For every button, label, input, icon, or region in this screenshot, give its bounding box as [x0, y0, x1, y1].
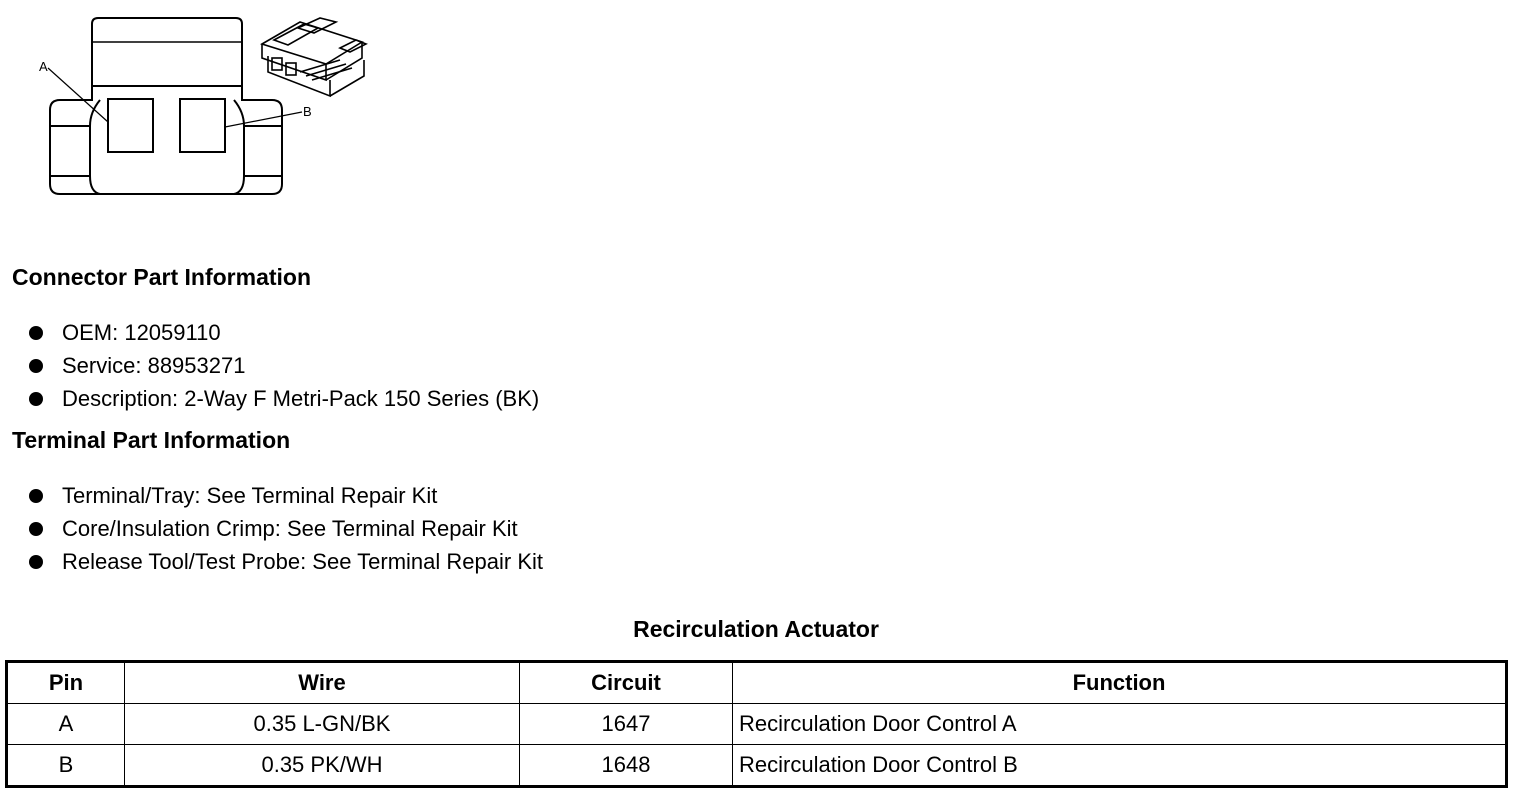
- connector-diagram: [0, 0, 400, 210]
- connector-top-housing: [92, 18, 242, 86]
- connector-body: [50, 86, 282, 194]
- connector-part-info-heading: Connector Part Information: [12, 264, 312, 290]
- cavity-a: [108, 99, 153, 152]
- list-item: [28, 479, 543, 512]
- bullet-icon: [29, 489, 43, 503]
- list-item-text: Release Tool/Test Probe: See Terminal Repair Kit: [62, 549, 543, 574]
- column-header-function: Function: [733, 662, 1507, 704]
- list-item-text: Core/Insulation Crimp: See Terminal Repair Kit: [62, 516, 518, 541]
- connector-left-tab: [50, 126, 90, 176]
- column-header-circuit: Circuit: [520, 662, 733, 704]
- pinout-table: [5, 660, 1508, 788]
- connector-right-tab: [244, 126, 282, 176]
- cell-wire: 0.35 L-GN/BK: [125, 704, 520, 745]
- cavity-b: [180, 99, 225, 152]
- table-row: [7, 745, 1507, 787]
- list-item-text: OEM: 12059110: [62, 320, 221, 345]
- list-item-text: Service: 88953271: [62, 353, 246, 378]
- connector-isometric-thumbnail: [262, 18, 366, 96]
- column-header-pin: Pin: [7, 662, 125, 704]
- pin-b-callout: B: [303, 104, 312, 119]
- bullet-icon: [29, 555, 43, 569]
- cell-pin: A: [7, 704, 125, 745]
- terminal-part-info-heading: Terminal Part Information: [12, 427, 291, 453]
- column-header-wire: Wire: [125, 662, 520, 704]
- terminal-part-info-list: [28, 479, 543, 578]
- bullet-icon: [29, 522, 43, 536]
- list-item-text: Terminal/Tray: See Terminal Repair Kit: [62, 483, 438, 508]
- table-title: Recirculation Actuator: [633, 616, 879, 642]
- list-item: [28, 349, 539, 382]
- pin-a-callout: A: [39, 59, 48, 74]
- leader-line-b: [225, 112, 302, 127]
- list-item: [28, 316, 539, 349]
- list-item: [28, 382, 539, 415]
- cell-wire: 0.35 PK/WH: [125, 745, 520, 787]
- list-item-text: Description: 2-Way F Metri-Pack 150 Series (BK): [62, 386, 540, 411]
- bullet-icon: [29, 326, 43, 340]
- list-item: [28, 512, 543, 545]
- cell-circuit: 1648: [520, 745, 733, 787]
- bullet-icon: [29, 359, 43, 373]
- cell-function: Recirculation Door Control A: [733, 704, 1507, 745]
- table-row: [7, 704, 1507, 745]
- list-item: [28, 545, 543, 578]
- cell-function: Recirculation Door Control B: [733, 745, 1507, 787]
- connector-part-info-list: [28, 316, 539, 415]
- leader-line-a: [48, 68, 108, 122]
- bullet-icon: [29, 392, 43, 406]
- cell-circuit: 1647: [520, 704, 733, 745]
- cell-pin: B: [7, 745, 125, 787]
- table-header-row: [7, 662, 1507, 704]
